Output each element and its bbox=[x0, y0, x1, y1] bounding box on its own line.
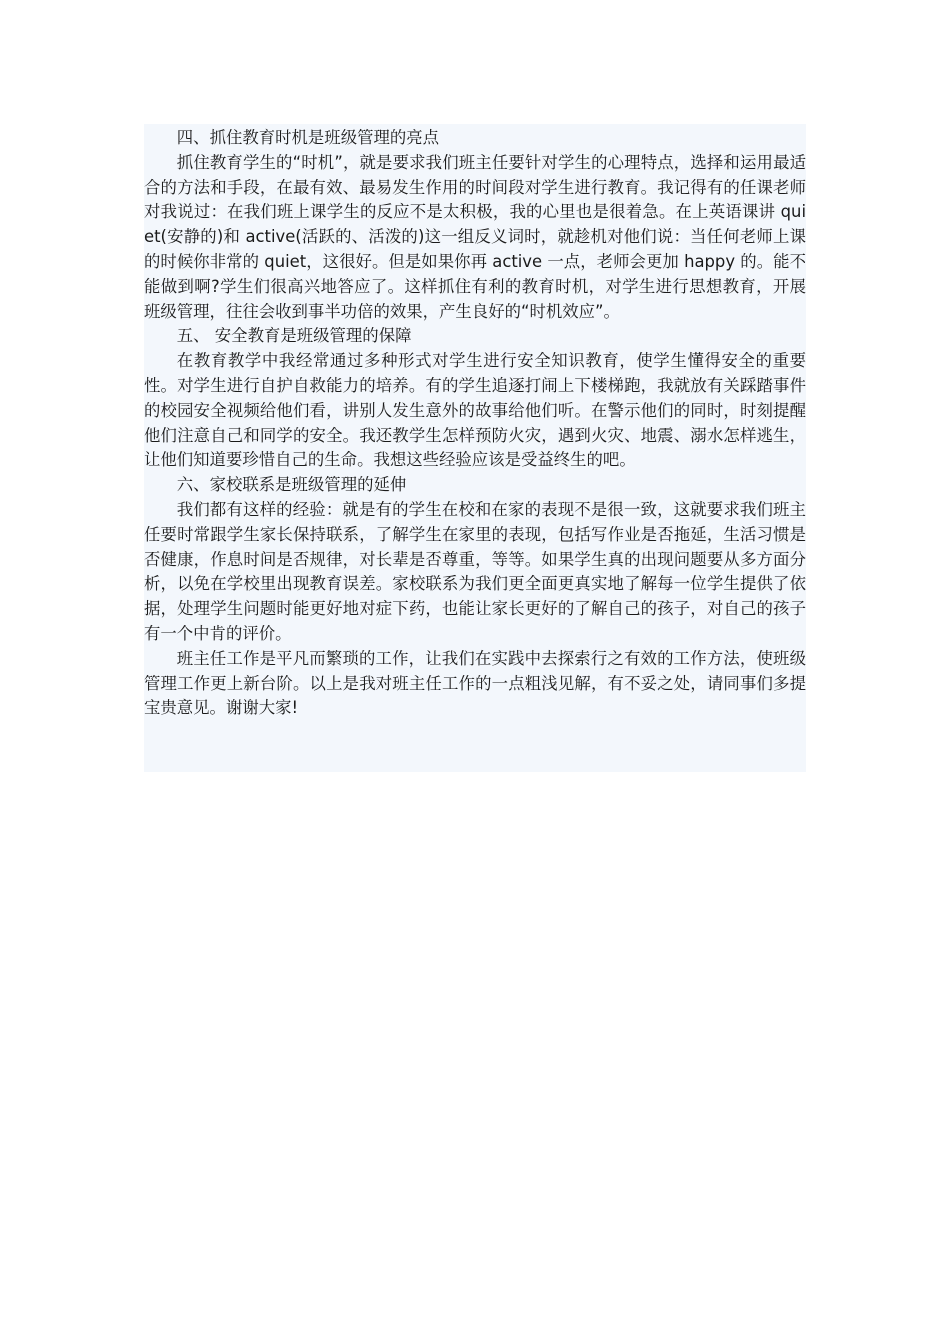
paragraph-home-school-contact: 我们都有这样的经验：就是有的学生在校和在家的表现不是很一致，这就要求我们班主任要时常跟学生家长保持联系，了解学生在家里的表现，包括写作业是否拖延，生活习惯是否健康，作息时间是否规律，对长辈是否尊重，等等。如果学生真的出现问题要从多方面分析，以免在学校里出现教育误差。家校联系为我们更全面更真实地了解每一位学生提供了依据，处理学生问题时能更好地对症下药，也能让家长更好的了解自己的孩子，对自己的孩子有一个中肯的评价。 bbox=[144, 499, 806, 643]
section-heading-five: 五、 安全教育是班级管理的保障 bbox=[176, 326, 412, 346]
paragraph-safety-education: 在教育教学中我经常通过多种形式对学生进行安全知识教育，使学生懂得安全的重要性。对学生进行自护自救能力的培养。有的学生追逐打闹上下楼梯跑，我就放有关踩踏事件的校园安全视频给他们看，讲别人发生意外的故事给他们听。在警示他们的同时，时刻提醒他们注意自己和同学的安全。我还教学生怎样预防火灾，遇到火灾、地震、溺水怎样逃生，让他们知道要珍惜自己的生命。我想这些经验应该是受益终生的吧。 bbox=[144, 351, 806, 470]
section-heading-four: 四、抓住教育时机是班级管理的亮点 bbox=[176, 128, 440, 147]
paragraph-teaching-moment: 抓住教育学生的“时机”，就是要求我们班主任要针对学生的心理特点，选择和运用最适合的方法和手段，在最有效、最易发生作用的时间段对学生进行教育。我记得有的任课老师对我说过：在我们班上课学生的反应不是太积极，我的心里也是很着急。在上英语课讲 quiet(安静的)和 active(活跃的、活泼的)这一组反义词时，就趁机对他们说：当任何老师上课的时候你非常的 quiet，这很好。但是如果你再 active 一点，老师会更加 happy 的。能不能做到啊?学生们很高兴地答应了。这样抓住有利的教育时机，对学生进行思想教育，开展班级管理，往往会收到事半功倍的效果，产生良好的“时机效应”。 bbox=[144, 152, 806, 321]
paragraph-conclusion: 班主任工作是平凡而繁琐的工作，让我们在实践中去探索行之有效的工作方法，使班级管理工作更上新台阶。以上是我对班主任工作的一点粗浅见解，有不妥之处，请同事们多提宝贵意见。谢谢大家! bbox=[144, 648, 806, 718]
section-heading-six: 六、家校联系是班级管理的延伸 bbox=[176, 475, 407, 495]
document-text-block bbox=[144, 124, 806, 772]
